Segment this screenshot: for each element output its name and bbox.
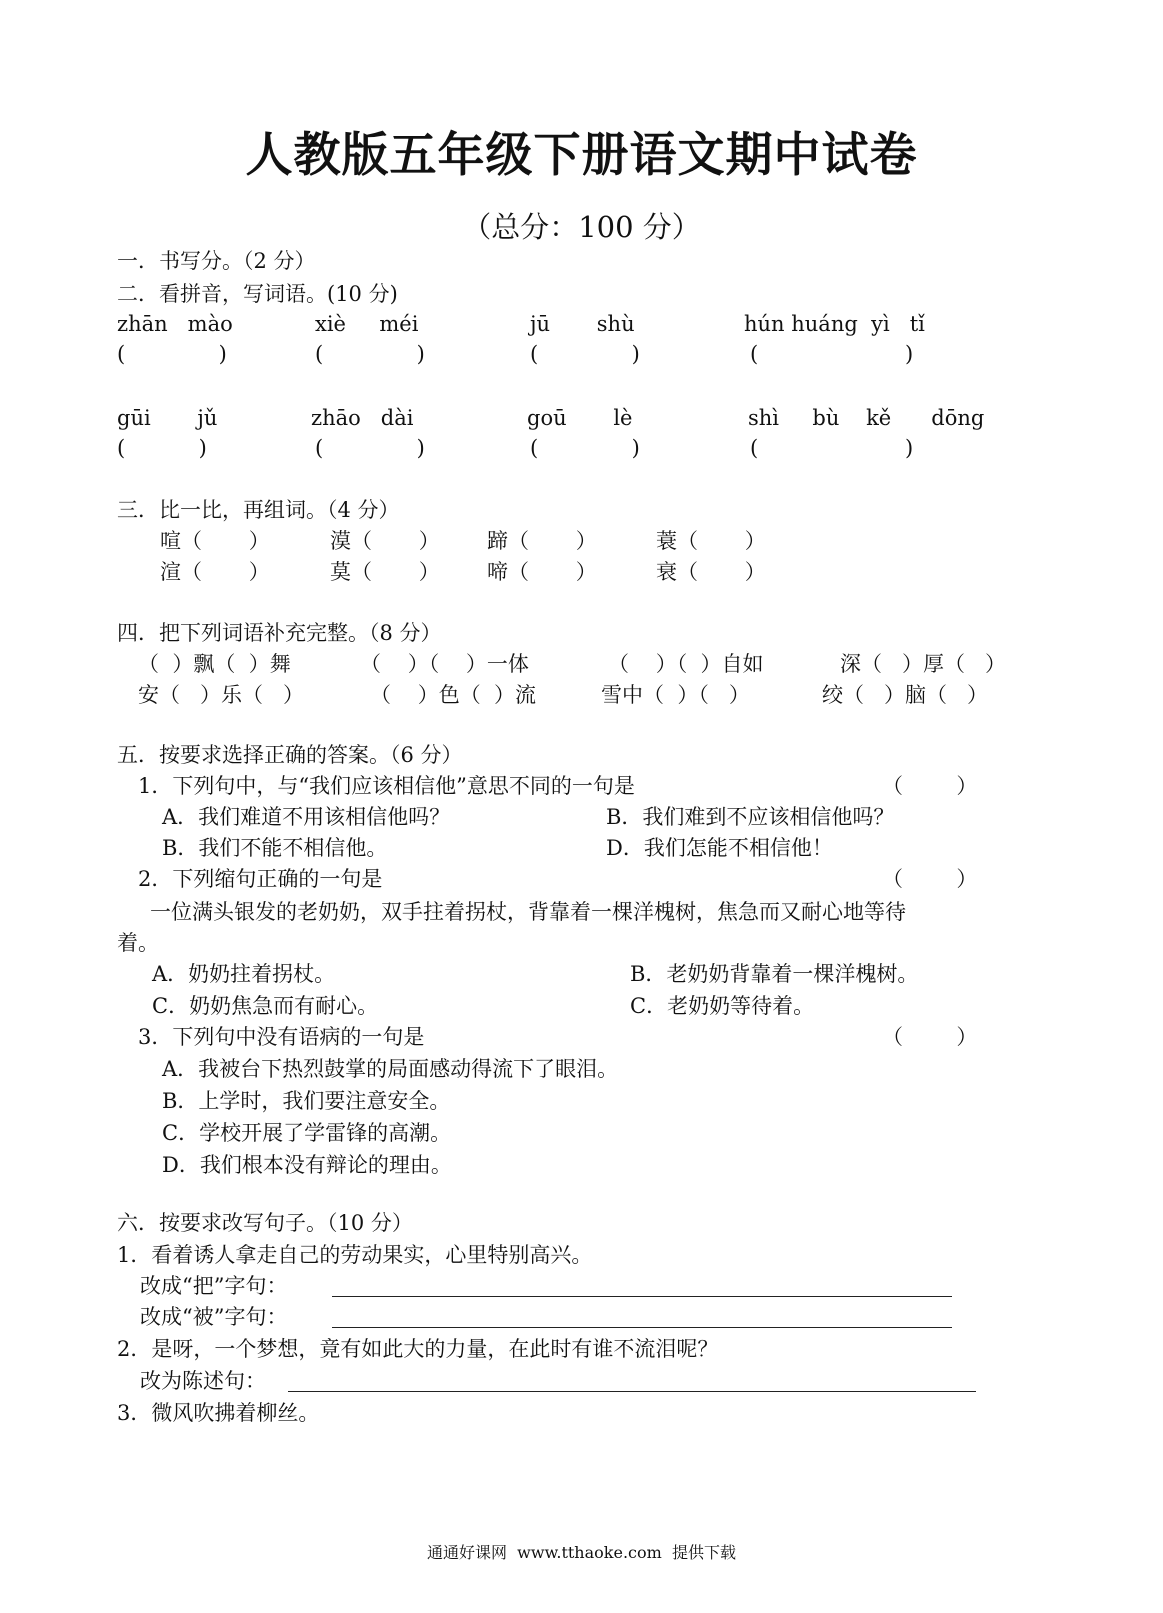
section-1-heading: 一．书写分。（2 分） <box>117 249 316 273</box>
answer-box-3[interactable]: ( ) <box>530 342 640 366</box>
q6-1-bei-label: 改成“被”字句： <box>140 1305 288 1329</box>
idiom-7: 雪中（ ）（ ） <box>601 683 750 707</box>
q5-3-option-a: A．我被台下热烈鼓掌的局面感动得流下了眼泪。 <box>162 1057 619 1081</box>
pinyin-2: xiè méi <box>315 312 419 336</box>
section-4-heading: 四．把下列词语补充完整。（8 分） <box>117 621 442 645</box>
answer-box-2[interactable]: ( ) <box>315 342 425 366</box>
q5-2-option-a: A．奶奶拄着拐杖。 <box>152 962 336 986</box>
q5-1-answer-blank[interactable]: （ ） <box>882 774 978 798</box>
pinyin-8: shì bù kě dōng <box>748 406 985 430</box>
q6-1-ba-label: 改成“把”字句： <box>140 1274 288 1298</box>
answer-box-1[interactable]: ( ) <box>117 342 227 366</box>
pinyin-6: zhāo dài <box>311 406 414 430</box>
compare-7: 啼（ ） <box>487 560 597 584</box>
compare-1: 喧（ ） <box>160 529 270 553</box>
q5-1-stem: 1．下列句中，与“我们应该相信他”意思不同的一句是 <box>138 774 635 798</box>
q6-2-answer-line[interactable] <box>288 1391 976 1392</box>
q6-1-ba-answer-line[interactable] <box>332 1296 952 1297</box>
answer-box-6[interactable]: ( ) <box>315 436 425 460</box>
pinyin-7: goū lè <box>527 406 633 430</box>
compare-2: 漠（ ） <box>330 529 440 553</box>
q5-2-option-c: C．奶奶焦急而有耐心。 <box>152 994 379 1018</box>
section-3-heading: 三．比一比，再组词。（4 分） <box>117 498 400 522</box>
q5-3-option-d: D．我们根本没有辩论的理由。 <box>162 1153 452 1177</box>
q6-2-sentence: 2．是呀，一个梦想，竟有如此大的力量，在此时有谁不流泪呢？ <box>117 1337 719 1361</box>
q5-2-sentence-line1: 一位满头银发的老奶奶，双手拄着拐杖，背靠着一棵洋槐树，焦急而又耐心地等待 <box>150 900 906 924</box>
pinyin-4: hún huáng yì tǐ <box>744 312 925 336</box>
pinyin-5: gūi jǔ <box>117 406 218 430</box>
q5-2-sentence-line2: 着。 <box>117 931 159 955</box>
q5-1-option-b: B．我们难到不应该相信他吗？ <box>606 805 895 829</box>
answer-box-8[interactable]: ( ) <box>750 436 914 460</box>
idiom-1: （ ）飘（ ）舞 <box>138 652 291 676</box>
q5-2-answer-blank[interactable]: （ ） <box>882 867 978 891</box>
footer-source: 通通好课网 www.tthaoke.com 提供下载 <box>427 1543 736 1562</box>
compare-6: 莫（ ） <box>330 560 440 584</box>
compare-3: 蹄（ ） <box>487 529 597 553</box>
section-5-heading: 五．按要求选择正确的答案。（6 分） <box>117 743 463 767</box>
q5-3-option-c: C．学校开展了学雷锋的高潮。 <box>162 1121 452 1145</box>
q5-1-option-a: A．我们难道不用该相信他吗？ <box>162 805 451 829</box>
idiom-3: （ ）（ ）自如 <box>608 652 764 676</box>
q6-1-bei-answer-line[interactable] <box>332 1327 952 1328</box>
q6-2-stmt-label: 改为陈述句： <box>140 1369 266 1393</box>
answer-box-7[interactable]: ( ) <box>530 436 640 460</box>
page-subtitle: （总分：100 分） <box>462 210 701 244</box>
answer-box-4[interactable]: ( ) <box>750 342 914 366</box>
idiom-5: 安（ ）乐（ ） <box>138 683 305 707</box>
idiom-2: （ ）（ ）一体 <box>360 652 529 676</box>
compare-4: 蓑（ ） <box>656 529 766 553</box>
q5-1-option-d: D．我们怎能不相信他！ <box>606 836 833 860</box>
q6-3-sentence: 3．微风吹拂着柳丝。 <box>117 1401 320 1425</box>
idiom-6: （ ）色（ ）流 <box>370 683 537 707</box>
idiom-4: 深（ ）厚（ ） <box>840 652 1007 676</box>
q5-2-option-d: C．老奶奶等待着。 <box>630 994 815 1018</box>
compare-8: 衰（ ） <box>656 560 766 584</box>
answer-box-5[interactable]: ( ) <box>117 436 207 460</box>
q5-2-option-b: B．老奶奶背靠着一棵洋槐树。 <box>630 962 919 986</box>
q5-3-answer-blank[interactable]: （ ） <box>882 1025 978 1049</box>
pinyin-1: zhān mào <box>117 312 233 336</box>
q5-3-stem: 3．下列句中没有语病的一句是 <box>138 1025 425 1049</box>
pinyin-3: jū shù <box>530 312 635 336</box>
q6-1-sentence: 1．看着诱人拿走自己的劳动果实，心里特别高兴。 <box>117 1243 593 1267</box>
section-2-heading: 二．看拼音，写词语。(10 分) <box>117 282 398 306</box>
section-6-heading: 六．按要求改写句子。（10 分） <box>117 1211 413 1235</box>
compare-5: 渲（ ） <box>160 560 270 584</box>
page-title: 人教版五年级下册语文期中试卷 <box>245 128 918 183</box>
q5-2-stem: 2．下列缩句正确的一句是 <box>138 867 383 891</box>
q5-1-option-c: B．我们不能不相信他。 <box>162 836 388 860</box>
q5-3-option-b: B．上学时，我们要注意安全。 <box>162 1089 451 1113</box>
idiom-8: 绞（ ）脑（ ） <box>822 683 989 707</box>
